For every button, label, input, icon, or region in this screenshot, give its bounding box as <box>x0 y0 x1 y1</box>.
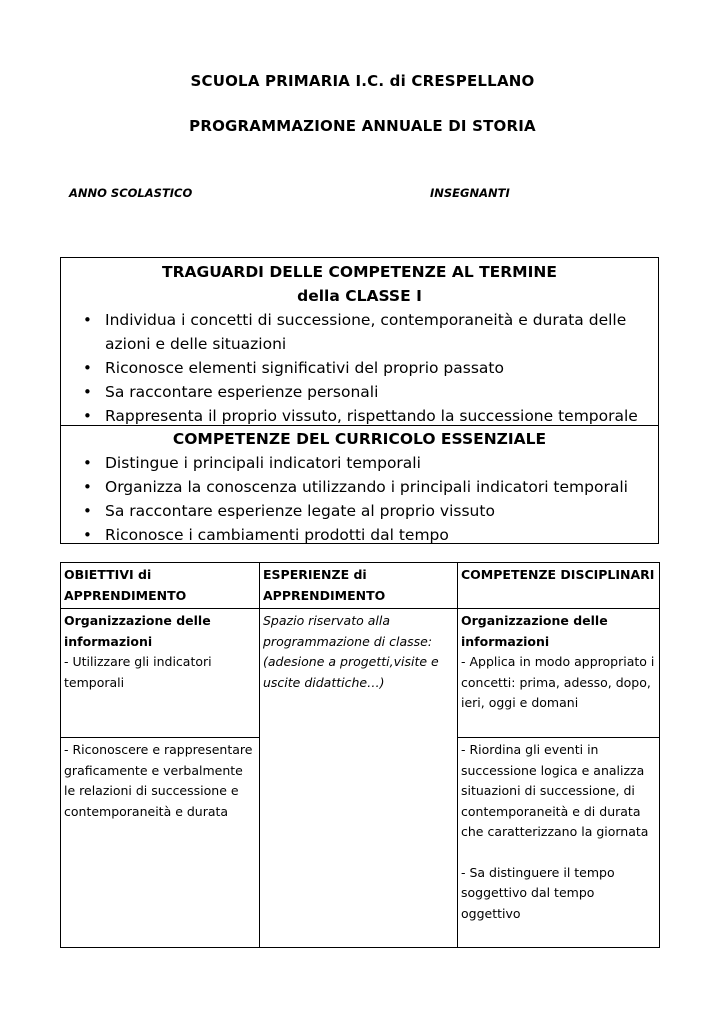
bullet-icon: • <box>83 478 92 496</box>
traguardi-title-line2: della CLASSE I <box>297 287 422 305</box>
list-item: • Distingue i principali indicatori temporali <box>61 451 658 475</box>
competenze-text: - Applica in modo appropriato i concetti: prima, adesso, dopo, ieri, oggi e domani <box>461 654 655 710</box>
list-item: • Riconosce i cambiamenti prodotti dal tempo <box>61 523 658 547</box>
header-esperienze: ESPERIENZE di APPRENDIMENTO <box>260 563 458 609</box>
table-header-row <box>61 563 660 609</box>
bullet-icon: • <box>83 526 92 544</box>
table-row <box>61 609 660 738</box>
curricolo-title: COMPETENZE DEL CURRICOLO ESSENZIALE <box>172 430 547 448</box>
obiettivi-text-2: - Riconoscere e rappresentare graficamente e verbalmente le relazioni di successione e contemporaneità e durata <box>64 742 253 819</box>
obiettivi-title: Organizzazione delle informazioni <box>64 613 211 649</box>
competenze-text-2b: - Sa distinguere il tempo soggettivo dal tempo oggettivo <box>461 864 615 921</box>
page-title: PROGRAMMAZIONE ANNUALE DI STORIA <box>189 117 536 135</box>
spacer <box>461 843 656 863</box>
obiettivi-cell-2 <box>61 738 260 948</box>
list-item: • Organizza la conoscenza utilizzando i principali indicatori temporali <box>61 475 658 499</box>
list-item: • Sa raccontare esperienze personali <box>61 380 658 404</box>
bullet-icon: • <box>83 454 92 472</box>
obiettivi-cell-1 <box>61 609 260 738</box>
list-item: • Riconosce elementi significativi del proprio passato <box>61 356 658 380</box>
header-competenze: COMPETENZE DISCIPLINARI <box>458 563 660 609</box>
curricolo-list <box>61 451 658 547</box>
esperienze-text: Spazio riservato alla programmazione di classe: (adesione a progetti,visite e uscite didattiche…) <box>263 613 439 690</box>
competenze-text-2a: - Riordina gli eventi in successione logica e analizza situazioni di successione, di contemporaneità e di durata che caratterizzano la giornata <box>461 742 649 839</box>
list-item: • Rappresenta il proprio vissuto, rispettando la successione temporale <box>61 404 658 428</box>
bullet-icon: • <box>83 383 92 401</box>
anno-scolastico-label: ANNO SCOLASTICO <box>69 186 193 200</box>
bullet-icon: • <box>83 502 92 520</box>
list-item: • Individua i concetti di successione, contemporaneità e durata delle azioni e delle situazioni <box>61 308 658 356</box>
traguardi-title-line1: TRAGUARDI DELLE COMPETENZE AL TERMINE <box>162 263 557 281</box>
esperienze-cell <box>260 609 458 948</box>
bullet-icon: • <box>83 311 92 329</box>
school-title: SCUOLA PRIMARIA I.C. di CRESPELLANO <box>190 72 535 90</box>
obiettivi-text: - Utilizzare gli indicatori temporali <box>64 654 212 690</box>
header-obiettivi: OBIETTIVI di APPRENDIMENTO <box>61 563 260 609</box>
bullet-icon: • <box>83 407 92 425</box>
competenze-title: Organizzazione delle informazioni <box>461 613 608 649</box>
competenze-cell-2 <box>458 738 660 948</box>
insegnanti-label: INSEGNANTI <box>430 186 510 200</box>
bullet-icon: • <box>83 359 92 377</box>
curricolo-box <box>60 425 659 544</box>
competenze-cell-1 <box>458 609 660 738</box>
list-item: • Sa raccontare esperienze legate al proprio vissuto <box>61 499 658 523</box>
programmazione-table <box>60 562 660 948</box>
traguardi-box <box>60 257 659 426</box>
traguardi-list <box>61 308 658 428</box>
